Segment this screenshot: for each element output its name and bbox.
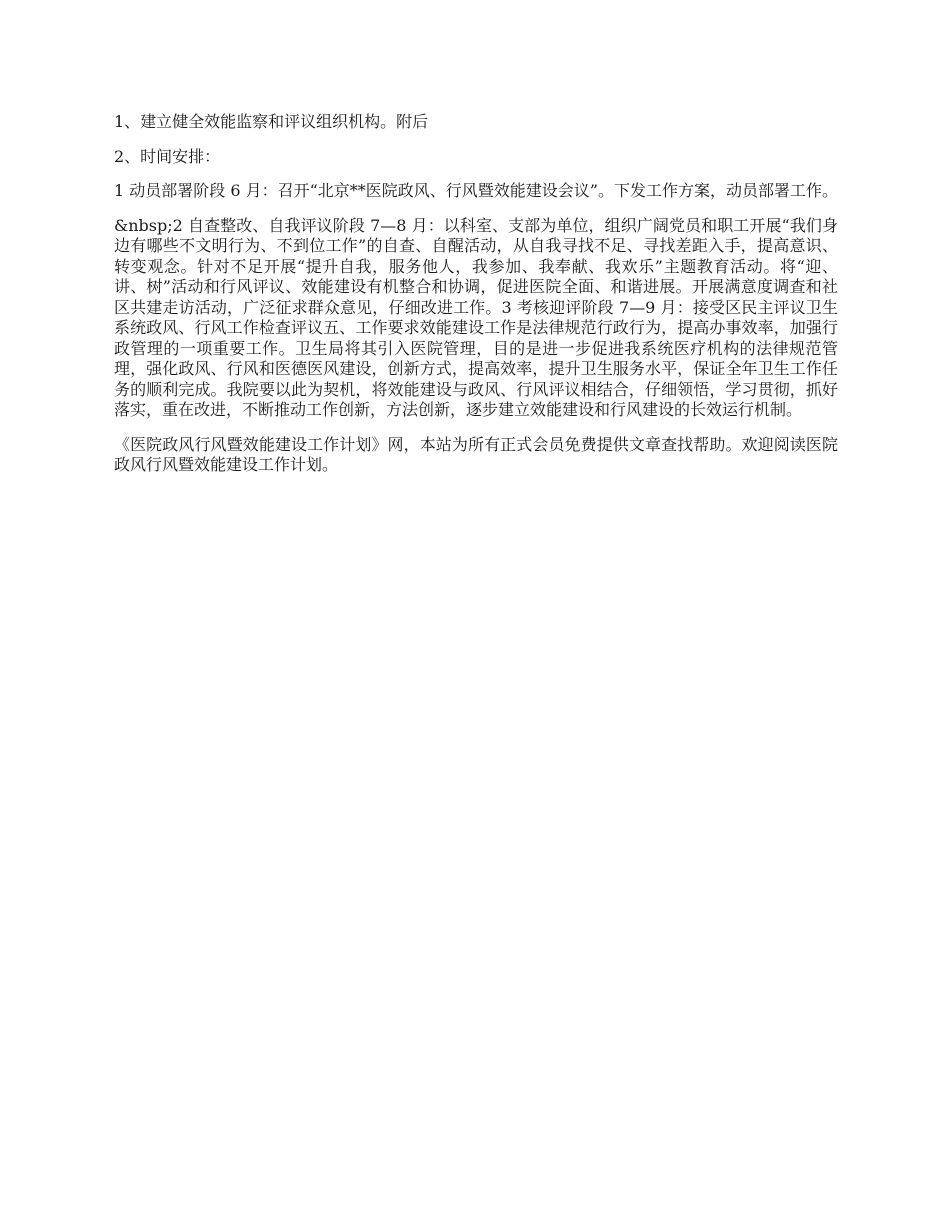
paragraph-closing-note: 《医院政风行风暨效能建设工作计划》网，本站为所有正式会员免费提供文章查找帮助。欢迎阅读医院政风行风暨效能建设工作计划。	[114, 434, 838, 474]
document-body	[114, 112, 838, 490]
paragraph-phase-mobilization: 1 动员部署阶段 6 月：召开“北京**医院政风、行风暨效能建设会议”。下发工作方案，动员部署工作。	[114, 181, 838, 200]
paragraph-phase-self-review: &nbsp;2 自查整改、自我评议阶段 7—8 月：以科室、支部为单位，组织广阔党员和职工开展“我们身边有哪些不文明行为、不到位工作”的自查、自醒活动，从自我寻找不足、寻找差距入手，提高意识、转变观念。针对不足开展“提升自我，服务他人，我参加、我奉献、我欢乐”主题教育活动。将“迎、讲、树”活动和行风评议、效能建设有机整合和协调，促进医院全面、和谐进展。开展满意度调查和社区共建走访活动，广泛征求群众意见，仔细改进工作。3 考核迎评阶段 7—9 月：接受区民主评议卫生系统政风、行风工作检查评议五、工作要求效能建设工作是法律规范行政行为，提高办事效率，加强行政管理的一项重要工作。卫生局将其引入医院管理，目的是进一步促进我系统医疗机构的法律规范管理，强化政风、行风和医德医风建设，创新方式，提高效率，提升卫生服务水平，保证全年卫生工作任务的顺利完成。我院要以此为契机，将效能建设与政风、行风评议相结合，仔细领悟，学习贯彻，抓好落实，重在改进，不断推动工作创新，方法创新，逐步建立效能建设和行风建设的长效运行机制。	[114, 215, 838, 419]
paragraph-org-structure: 1、建立健全效能监察和评议组织机构。附后	[114, 112, 429, 131]
paragraph-schedule-heading: 2、时间安排：	[114, 146, 221, 166]
